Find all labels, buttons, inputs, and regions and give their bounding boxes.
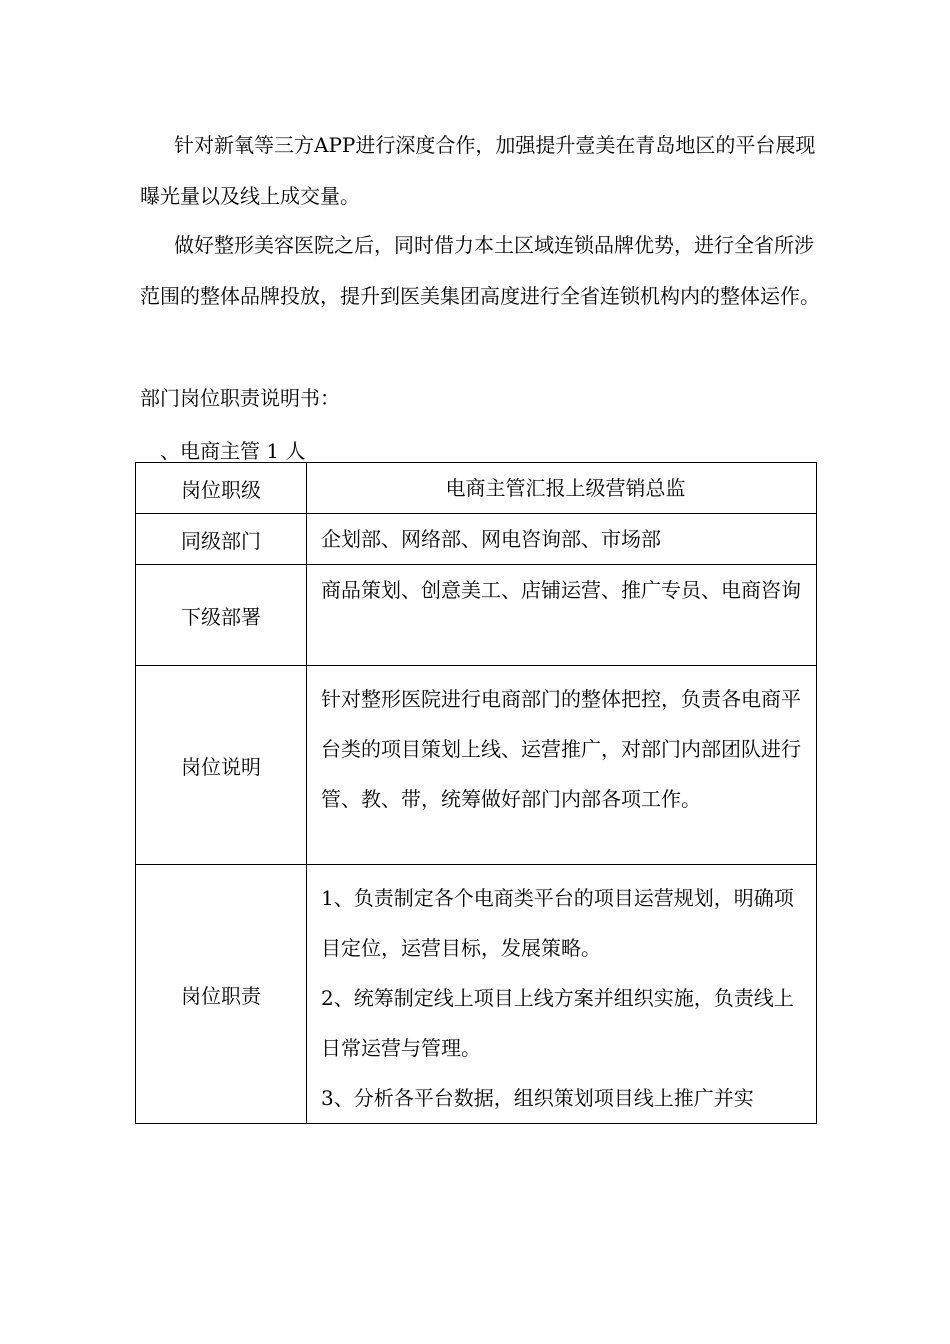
duty-item: 1、负责制定各个电商类平台的项目运营规划，明确项目定位，运营目标，发展策略。 [321,886,794,960]
row-value: 企划部、网络部、网电咨询部、市场部 [307,514,817,565]
row-value: 商品策划、创意美工、店铺运营、推广专员、电商咨询 [307,565,817,666]
table-row [136,565,817,666]
table-row [136,865,817,1124]
duty-list [307,865,817,1124]
table-row [136,463,817,514]
row-label: 岗位职级 [136,463,307,514]
row-value: 针对整形医院进行电商部门的整体把控，负责各电商平台类的项目策划上线、运营推广，对部门内部团队进行管、教、带，统筹做好部门内部各项工作。 [307,666,817,865]
section-heading: 部门岗位职责说明书： [140,386,340,410]
row-label: 岗位职责 [136,865,307,1124]
paragraph-2: 做好整形美容医院之后，同时借力本土区域连锁品牌优势，进行全省所涉范围的整体品牌投放，提升到医美集团高度进行全省连锁机构内的整体运作。 [140,233,820,308]
job-duty-table [135,462,817,1124]
table-row [136,514,817,565]
duty-item: 2、统筹制定线上项目上线方案并组织实施，负责线上日常运营与管理。 [321,986,794,1060]
row-label: 下级部署 [136,565,307,666]
row-label: 岗位说明 [136,666,307,865]
row-value: 电商主管汇报上级营销总监 [307,463,817,514]
paragraph-1: 针对新氧等三方APP进行深度合作，加强提升壹美在青岛地区的平台展现曝光量以及线上成交量。 [140,133,816,208]
position-title: 、电商主管 1 人 [160,439,306,463]
row-label: 同级部门 [136,514,307,565]
table-row [136,666,817,865]
duty-item: 3、分析各平台数据，组织策划项目线上推广并实 [321,1086,754,1110]
